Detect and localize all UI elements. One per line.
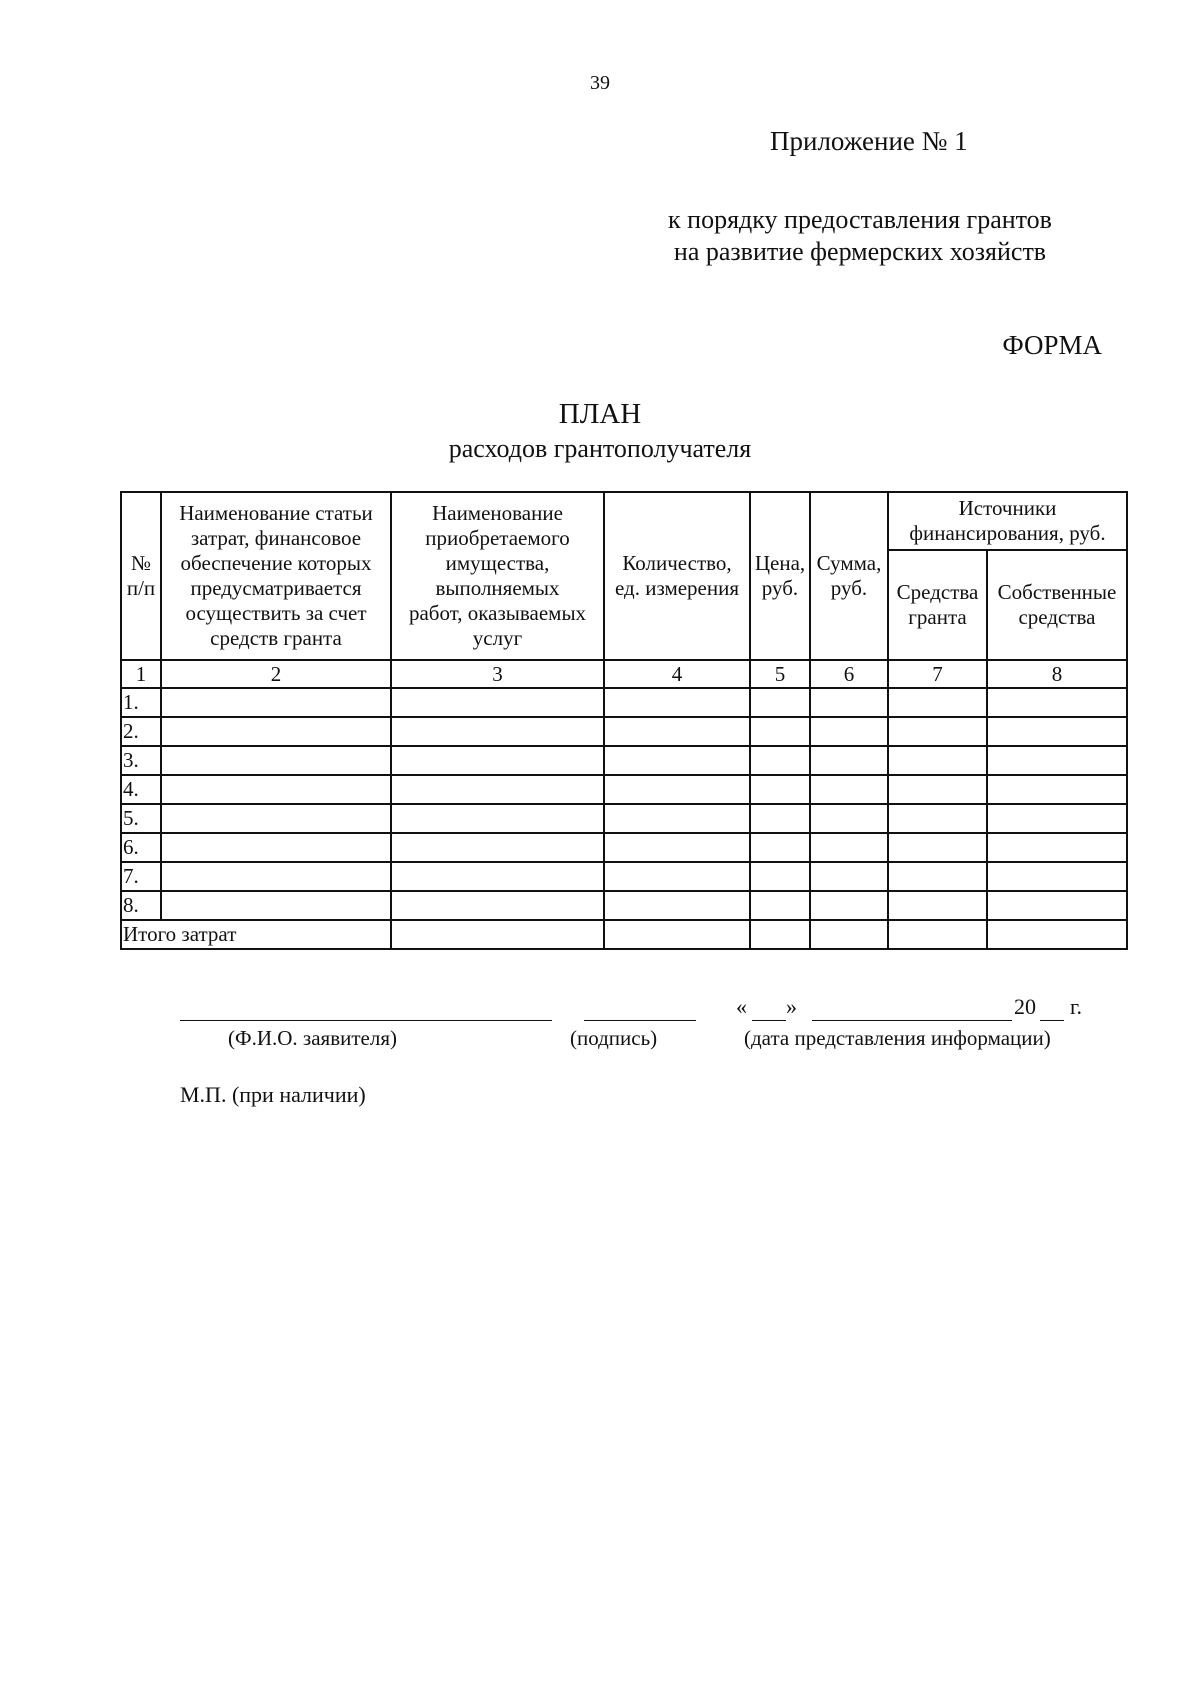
signature-label: (подпись)	[570, 1026, 658, 1050]
column-number: 7	[888, 660, 987, 688]
table-cell[interactable]	[888, 717, 987, 746]
header-text: обеспечение которых	[180, 551, 372, 575]
table-cell[interactable]	[810, 717, 888, 746]
table-cell[interactable]	[888, 891, 987, 920]
table-row	[121, 833, 1127, 862]
form-label: ФОРМА	[1002, 330, 1102, 360]
date-label: (дата представления информации)	[744, 1026, 1051, 1050]
row-number: 2.	[121, 717, 161, 746]
column-number: 8	[987, 660, 1127, 688]
header-row-top	[121, 492, 1127, 550]
fio-line[interactable]	[180, 1020, 552, 1021]
column-number: 6	[810, 660, 888, 688]
header-text: затрат, финансовое	[190, 526, 362, 550]
date-month-line[interactable]	[812, 1020, 1012, 1021]
table-cell[interactable]	[750, 891, 810, 920]
table-cell[interactable]	[987, 688, 1127, 717]
column-number-row	[121, 660, 1127, 688]
table-cell[interactable]	[391, 862, 604, 891]
table-cell[interactable]	[161, 746, 391, 775]
table-cell[interactable]	[161, 775, 391, 804]
column-number: 3	[391, 660, 604, 688]
appendix-title: Приложение № 1	[770, 126, 968, 156]
header-text: Сумма,	[816, 551, 882, 575]
row-number: 5.	[121, 804, 161, 833]
table-cell[interactable]	[604, 833, 750, 862]
table-cell[interactable]	[604, 862, 750, 891]
table-cell[interactable]	[604, 746, 750, 775]
column-number: 2	[161, 660, 391, 688]
column-number: 1	[121, 660, 161, 688]
appendix-subtitle-line: на развитие фермерских хозяйств	[673, 237, 1047, 266]
header-text: Наименование	[432, 501, 563, 525]
header-text: руб.	[830, 576, 868, 600]
row-number: 4.	[121, 775, 161, 804]
table-cell[interactable]	[810, 804, 888, 833]
table-cell[interactable]	[810, 833, 888, 862]
table-cell[interactable]	[987, 804, 1127, 833]
header-text: п/п	[126, 576, 156, 600]
table-cell[interactable]	[810, 688, 888, 717]
appendix-subtitle	[640, 204, 1080, 268]
document-title: ПЛАН	[558, 398, 642, 430]
header-text: средств гранта	[210, 626, 342, 650]
table-cell[interactable]	[987, 920, 1127, 949]
row-number: 6.	[121, 833, 161, 862]
column-number: 4	[604, 660, 750, 688]
table-row	[121, 746, 1127, 775]
table-cell[interactable]	[987, 833, 1127, 862]
header-text: предусматривается	[190, 576, 362, 600]
header-quantity	[604, 492, 750, 660]
date-year-line[interactable]	[1040, 1020, 1064, 1021]
appendix-subtitle-line: к порядку предоставления грантов	[668, 205, 1052, 234]
table-cell[interactable]	[391, 833, 604, 862]
table-cell[interactable]	[604, 775, 750, 804]
header-text: финансирования, руб.	[909, 521, 1106, 545]
table-row	[121, 804, 1127, 833]
table-row	[121, 688, 1127, 717]
table-cell[interactable]	[750, 920, 810, 949]
table-cell[interactable]	[888, 920, 987, 949]
document-subtitle: расходов грантополучателя	[448, 434, 752, 463]
table-cell[interactable]	[604, 717, 750, 746]
table-cell[interactable]	[604, 891, 750, 920]
date-quote-open: «	[736, 994, 747, 1019]
header-own-funds	[987, 550, 1127, 660]
header-number	[121, 492, 161, 660]
table-cell[interactable]	[391, 920, 604, 949]
table-cell[interactable]	[810, 920, 888, 949]
table-cell[interactable]	[391, 688, 604, 717]
row-number: 3.	[121, 746, 161, 775]
table-cell[interactable]	[888, 746, 987, 775]
page-number: 39	[590, 72, 610, 94]
header-text: Собственные	[997, 580, 1117, 604]
header-price	[750, 492, 810, 660]
date-quote-close: »	[786, 994, 797, 1019]
table-cell[interactable]	[888, 862, 987, 891]
table-cell[interactable]	[810, 891, 888, 920]
table-cell[interactable]	[888, 775, 987, 804]
table-cell[interactable]	[987, 717, 1127, 746]
header-text: гранта	[908, 605, 967, 629]
header-text: средства	[1018, 605, 1096, 629]
table-cell[interactable]	[750, 833, 810, 862]
table-cell[interactable]	[391, 891, 604, 920]
header-text: выполняемых	[435, 576, 560, 600]
table-cell[interactable]	[750, 862, 810, 891]
header-text: ед. измерения	[614, 576, 740, 600]
table-cell[interactable]	[604, 804, 750, 833]
table-cell[interactable]	[750, 804, 810, 833]
table-cell[interactable]	[161, 833, 391, 862]
table-cell[interactable]	[987, 891, 1127, 920]
expense-plan-table	[120, 491, 1128, 950]
row-number: 7.	[121, 862, 161, 891]
header-text: Количество,	[622, 551, 732, 575]
table-cell[interactable]	[750, 688, 810, 717]
fio-label: (Ф.И.О. заявителя)	[228, 1026, 397, 1050]
table-row	[121, 775, 1127, 804]
table-row	[121, 891, 1127, 920]
table-cell[interactable]	[604, 688, 750, 717]
header-text: Средства	[896, 580, 979, 604]
table-cell[interactable]	[391, 746, 604, 775]
table-cell[interactable]	[161, 717, 391, 746]
stamp-label: М.П. (при наличии)	[180, 1082, 366, 1107]
header-text: услуг	[472, 626, 523, 650]
row-number: 8.	[121, 891, 161, 920]
header-text: приобретаемого	[425, 526, 570, 550]
table-cell[interactable]	[750, 775, 810, 804]
header-property-name	[391, 492, 604, 660]
table-cell[interactable]	[987, 862, 1127, 891]
header-text: руб.	[761, 576, 799, 600]
total-label: Итого затрат	[121, 920, 391, 949]
header-text: Источники	[958, 496, 1057, 520]
header-funding-sources	[888, 492, 1127, 550]
table-cell[interactable]	[810, 862, 888, 891]
table-cell[interactable]	[161, 862, 391, 891]
header-text: имущества,	[445, 551, 550, 575]
table-cell[interactable]	[161, 891, 391, 920]
table-cell[interactable]	[810, 775, 888, 804]
date-day-line[interactable]	[752, 1020, 786, 1021]
header-text: Наименование статьи	[179, 501, 373, 525]
table-cell[interactable]	[810, 746, 888, 775]
row-number: 1.	[121, 688, 161, 717]
header-text: Цена,	[754, 551, 806, 575]
signature-line[interactable]	[584, 1020, 696, 1021]
table-cell[interactable]	[750, 717, 810, 746]
column-number: 5	[750, 660, 810, 688]
header-text: осуществить за счет	[185, 601, 367, 625]
table-cell[interactable]	[161, 688, 391, 717]
table-row	[121, 862, 1127, 891]
table-cell[interactable]	[987, 775, 1127, 804]
header-sum	[810, 492, 888, 660]
table-cell[interactable]	[750, 746, 810, 775]
date-year-suffix: г.	[1070, 994, 1083, 1019]
table-cell[interactable]	[888, 833, 987, 862]
total-row	[121, 920, 1127, 949]
table-cell[interactable]	[391, 804, 604, 833]
table-row	[121, 717, 1127, 746]
table-cell[interactable]	[604, 920, 750, 949]
header-text: работ, оказываемых	[408, 601, 587, 625]
table-cell[interactable]	[391, 775, 604, 804]
table-cell[interactable]	[987, 746, 1127, 775]
header-expense-item	[161, 492, 391, 660]
date-year-prefix: 20	[1014, 994, 1036, 1019]
table-cell[interactable]	[888, 804, 987, 833]
header-text: №	[130, 551, 152, 575]
table-cell[interactable]	[391, 717, 604, 746]
table-cell[interactable]	[161, 804, 391, 833]
table-cell[interactable]	[888, 688, 987, 717]
header-grant-funds	[888, 550, 987, 660]
